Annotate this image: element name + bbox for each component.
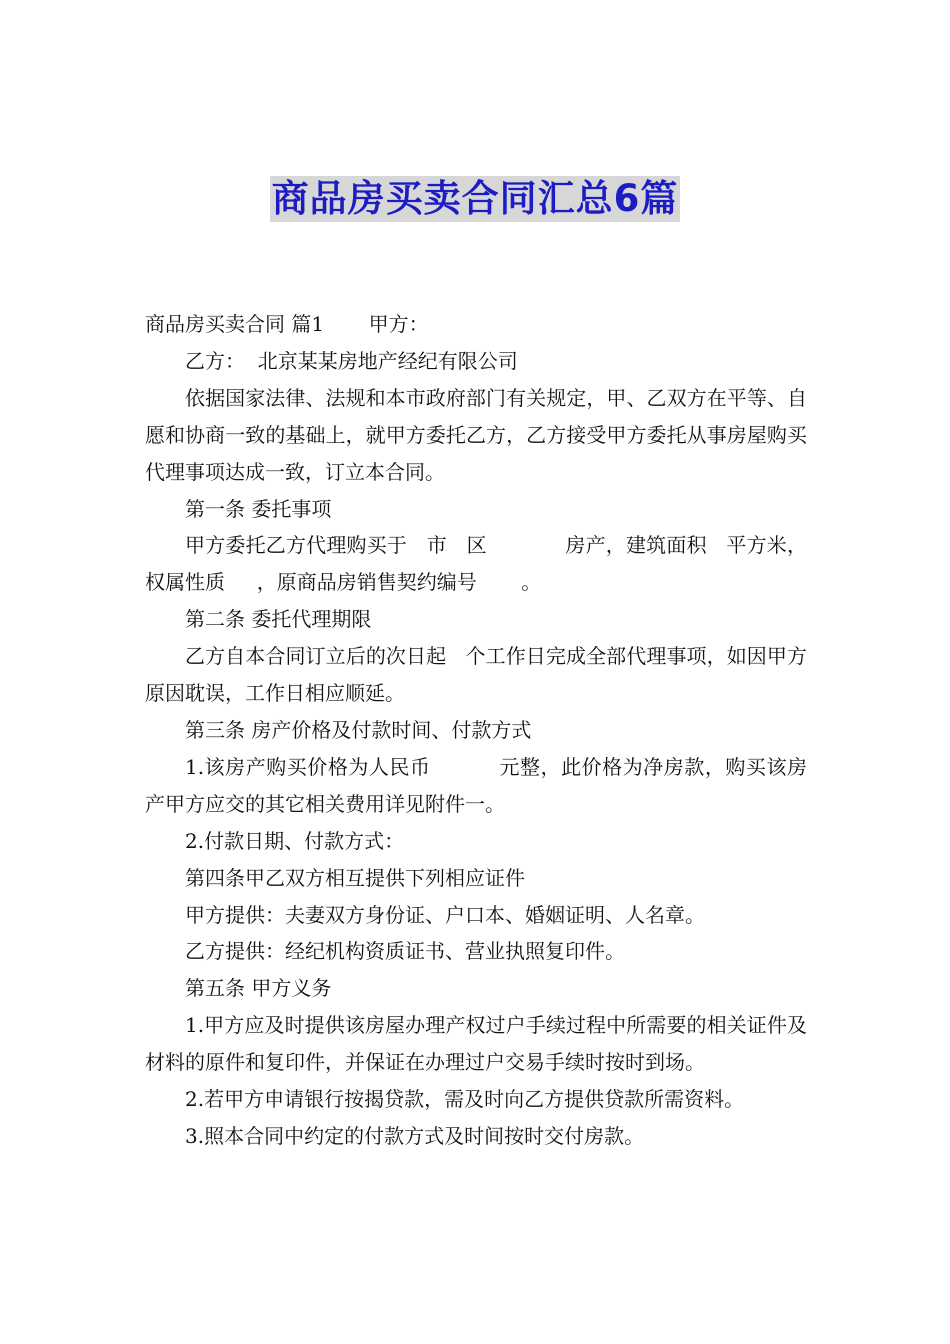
clause-paragraph: 1.该房产购买价格为人民币 元整，此价格为净房款，购买该房产甲方应交的其它相关费用详见附件一。 — [145, 754, 807, 816]
article-paragraph: 甲方委托乙方代理购买于 市 区 房产，建筑面积 平方米，权属性质 ，原商品房销售契约编号 。 — [145, 533, 807, 595]
article-heading: 第二条 委托代理期限 — [185, 607, 372, 632]
party-b-line: 乙方： 北京某某房地产经纪有限公司 — [185, 348, 518, 373]
article-paragraph: 乙方自本合同订立后的次日起 个工作日完成全部代理事项，如因甲方原因耽误，工作日相应顺延。 — [145, 644, 807, 706]
clause-paragraph: 乙方提供：经纪机构资质证书、营业执照复印件。 — [185, 939, 625, 964]
clause-paragraph: 2.若甲方申请银行按揭贷款，需及时向乙方提供贷款所需资料。 — [185, 1087, 745, 1112]
clause-paragraph: 3.照本合同中约定的付款方式及时间按时交付房款。 — [185, 1123, 645, 1148]
article-heading: 第三条 房产价格及付款时间、付款方式 — [185, 717, 532, 742]
preamble-paragraph: 依据国家法律、法规和本市政府部门有关规定，甲、乙双方在平等、自愿和协商一致的基础上，就甲方委托乙方，乙方接受甲方委托从事房屋购买代理事项达成一致，订立本合同。 — [145, 385, 807, 484]
article-heading: 第五条 甲方义务 — [185, 976, 332, 1001]
party-a-label: 甲方： — [368, 312, 429, 336]
article-heading: 第一条 委托事项 — [185, 496, 332, 521]
title-container — [0, 176, 950, 222]
document-body — [145, 306, 807, 1155]
clause-paragraph: 1.甲方应及时提供该房屋办理产权过户手续过程中所需要的相关证件及材料的原件和复印件，并保证在办理过户交易手续时按时到场。 — [145, 1013, 807, 1075]
article-heading: 第四条甲乙双方相互提供下列相应证件 — [185, 865, 525, 890]
section-heading-line — [145, 306, 807, 343]
clause-paragraph: 2.付款日期、付款方式： — [185, 828, 405, 853]
document-title: 商品房买卖合同汇总6篇 — [271, 177, 679, 220]
section-heading: 商品房买卖合同 篇1 — [145, 312, 325, 336]
clause-paragraph: 甲方提供：夫妻双方身份证、户口本、婚姻证明、人名章。 — [185, 902, 705, 927]
